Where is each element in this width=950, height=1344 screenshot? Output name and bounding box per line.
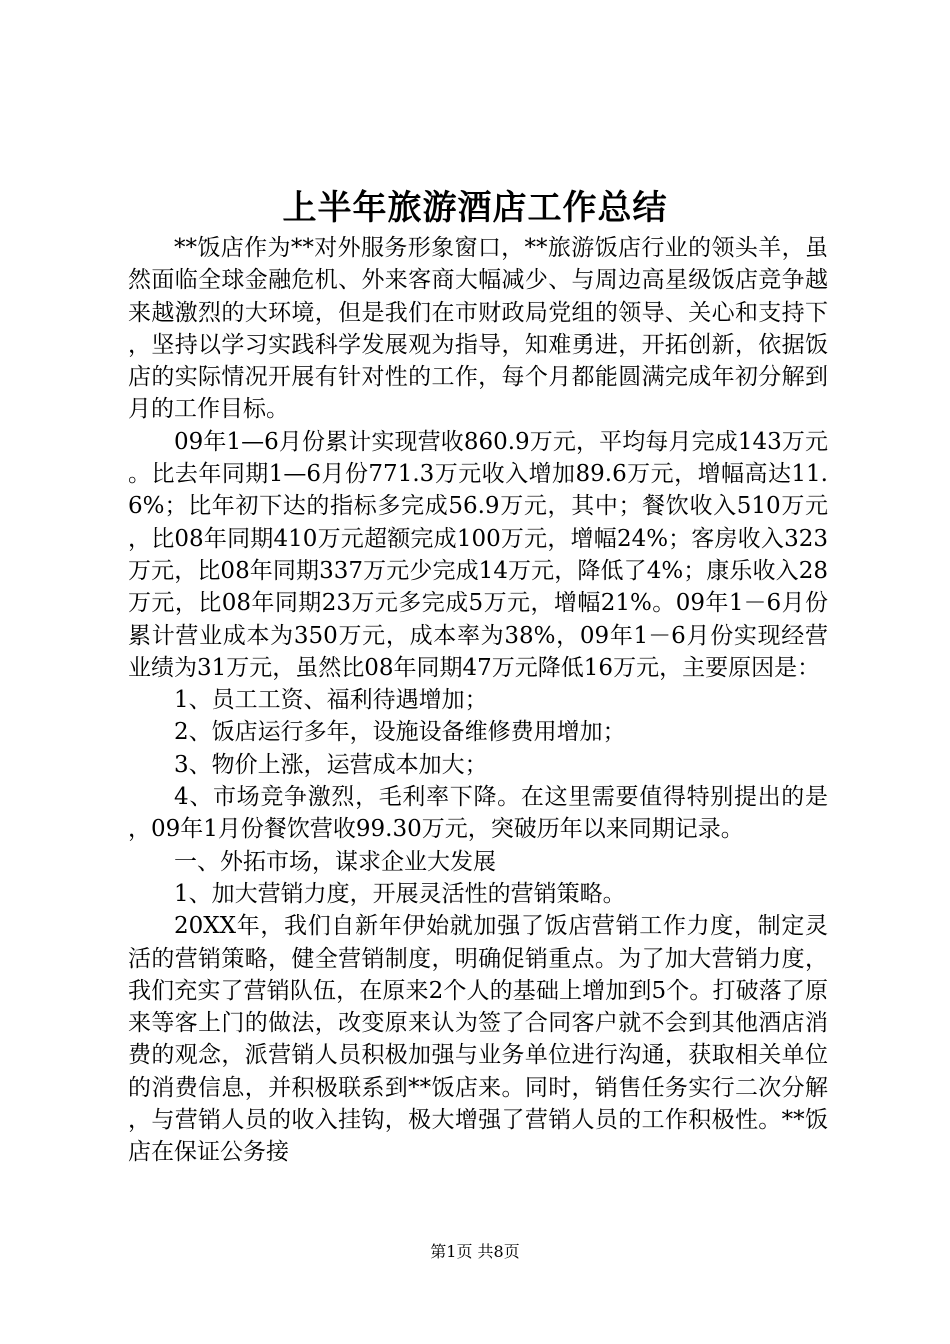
paragraph-reason-3: 3、物价上涨，运营成本加大；: [174, 751, 488, 778]
paragraph-reason-2: 2、饭店运行多年，设施设备维修费用增加；: [174, 719, 626, 746]
paragraph-intro: **饭店作为**对外服务形象窗口，**旅游饭店行业的领头羊，虽然面临全球金融危机、外来客商大幅减少、与周边高星级饭店竞争越来越激烈的大环境，但是我们在市财政局党组的领导、关心和支持下，坚持以学习实践科学发展观为指导，知难勇进，开拓创新，依据饭店的实际情况开展有针对性的工作，每个月都能圆满完成年初分解到月的工作目标。: [128, 235, 828, 423]
paragraph-reason-1: 1、员工工资、福利待遇增加；: [174, 687, 488, 714]
paragraph-revenue: 09年1—6月份累计实现营收860.9万元，平均每月完成143万元。比去年同期1—6月份771.3万元收入增加89.6万元，增幅高达11.6%；比年初下达的指标多完成56.9万元，其中；餐饮收入510万元，比08年同期410万元超额完成100万元，增幅24%；客房收入323万元，比08年同期337万元少完成14万元，降低了4%；康乐收入28万元，比08年同期23万元多完成5万元，增幅21%。09年1－6月份累计营业成本为350万元，成本率为38%，09年1－6月份实现经营业绩为31万元，虽然比08年同期47万元降低16万元，主要原因是：: [128, 428, 828, 681]
document-title: 上半年旅游酒店工作总结: [282, 188, 668, 228]
paragraph-reason-4: 4、市场竞争激烈，毛利率下降。在这里需要值得特别提出的是，09年1月份餐饮营收99.30万元，突破历年以来同期记录。: [128, 784, 828, 843]
document-body: [128, 232, 828, 1169]
paragraph-marketing: 20XX年，我们自新年伊始就加强了饭店营销工作力度，制定灵活的营销策略，健全营销制度，明确促销重点。为了加大营销力度，我们充实了营销队伍，在原来2个人的基础上增加到5个。打破落了原来等客上门的做法，改变原来认为签了合同客户就不会到其他酒店消费的观念，派营销人员积极加强与业务单位进行沟通，获取相关单位的消费信息，并积极联系到**饭店来。同时，销售任务实行二次分解，与营销人员的收入挂钩，极大增强了营销人员的工作积极性。**饭店在保证公务接: [128, 913, 828, 1166]
subsection-heading: 1、加大营销力度，开展灵活性的营销策略。: [174, 880, 626, 907]
section-heading: 一、外拓市场，谋求企业大发展: [174, 848, 496, 875]
page-number: 第1页 共8页: [430, 1242, 520, 1261]
